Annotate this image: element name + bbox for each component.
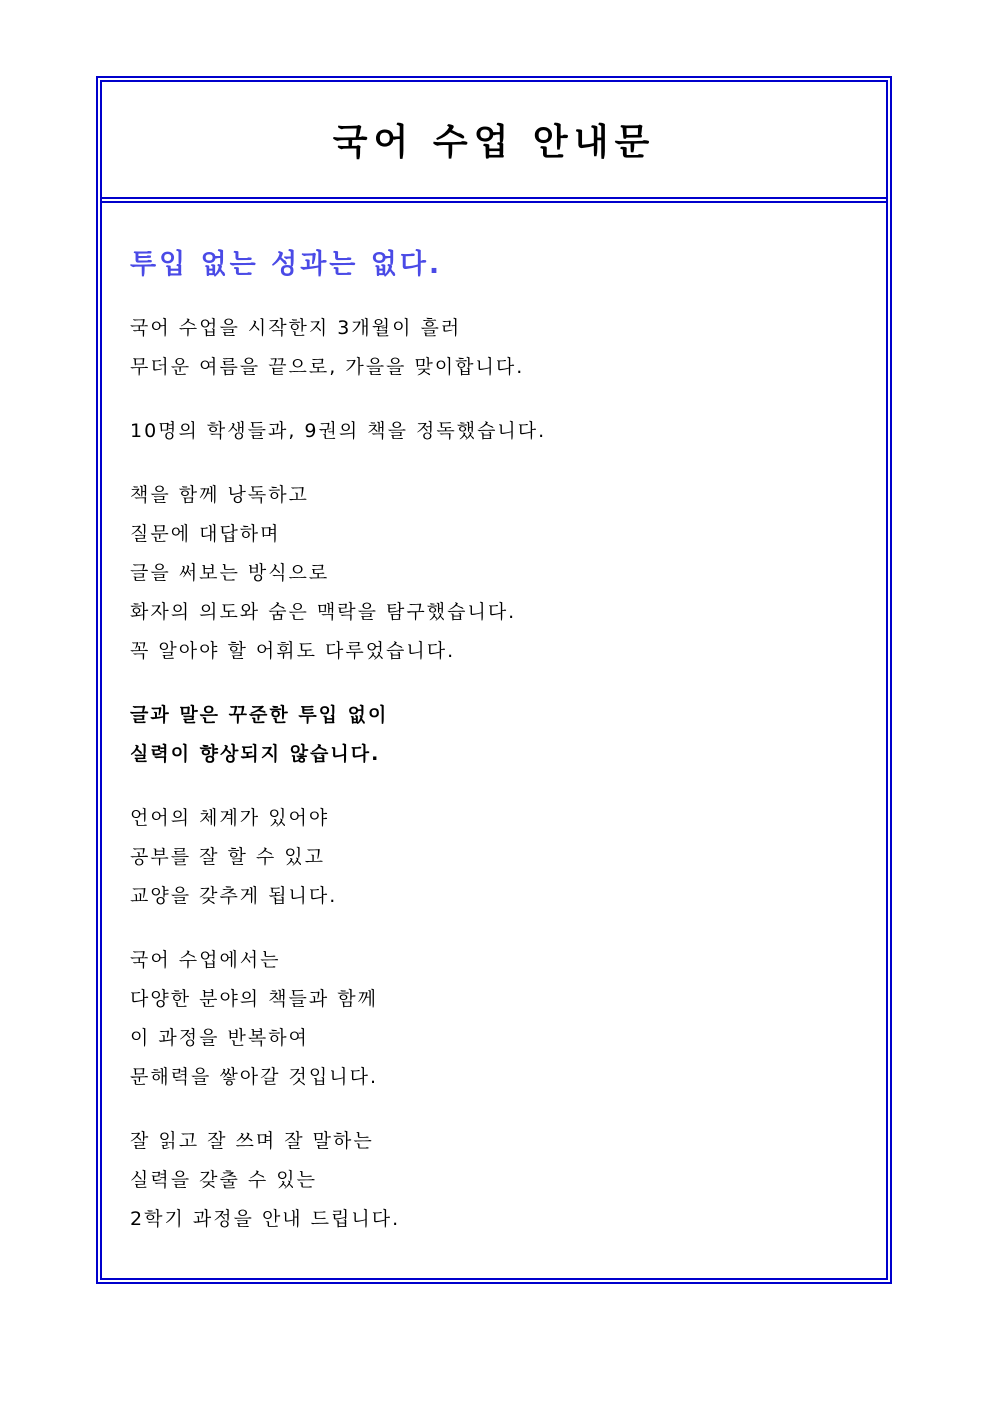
page-title: 국어 수업 안내문 — [332, 122, 656, 163]
text-line: 잘 읽고 잘 쓰며 잘 말하는 — [130, 1130, 374, 1152]
text-line: 2학기 과정을 안내 드립니다. — [130, 1208, 401, 1230]
paragraph — [130, 309, 866, 387]
paragraph — [130, 696, 866, 774]
document-frame — [96, 76, 892, 1284]
text-line: 글과 말은 꾸준한 투입 없이 — [130, 704, 389, 726]
text-line: 실력이 향상되지 않습니다. — [130, 743, 381, 765]
paragraphs — [130, 309, 866, 1239]
text-line: 언어의 체계가 있어야 — [130, 807, 330, 829]
text-line: 실력을 갖출 수 있는 — [130, 1169, 317, 1191]
text-line: 화자의 의도와 숨은 맥락을 탐구했습니다. — [130, 601, 517, 623]
text-line: 국어 수업에서는 — [130, 949, 281, 971]
text-line: 무더운 여름을 끝으로, 가을을 맞이합니다. — [130, 356, 525, 378]
paragraph — [130, 941, 866, 1097]
subtitle: 투입 없는 성과는 없다. — [130, 249, 443, 280]
text-line: 책을 함께 낭독하고 — [130, 484, 309, 506]
text-line: 꼭 알아야 할 어휘도 다루었습니다. — [130, 640, 456, 662]
text-line: 다양한 분야의 책들과 함께 — [130, 988, 379, 1010]
paragraph — [130, 476, 866, 671]
text-line: 10명의 학생들과, 9권의 책을 정독했습니다. — [130, 420, 547, 442]
paragraph — [130, 799, 866, 916]
text-line: 글을 써보는 방식으로 — [130, 562, 330, 584]
header — [102, 82, 886, 199]
text-line: 교양을 갖추게 됩니다. — [130, 885, 338, 907]
text-line: 문해력을 쌓아갈 것입니다. — [130, 1066, 379, 1088]
body-content — [130, 242, 866, 1264]
text-line: 국어 수업을 시작한지 3개월이 흘러 — [130, 317, 462, 339]
text-line: 공부를 잘 할 수 있고 — [130, 846, 325, 868]
text-line: 질문에 대답하며 — [130, 523, 281, 545]
paragraph — [130, 412, 866, 451]
text-line: 이 과정을 반복하여 — [130, 1027, 309, 1049]
header-divider — [102, 201, 886, 203]
paragraph — [130, 1122, 866, 1239]
document-inner-frame — [100, 80, 888, 1280]
